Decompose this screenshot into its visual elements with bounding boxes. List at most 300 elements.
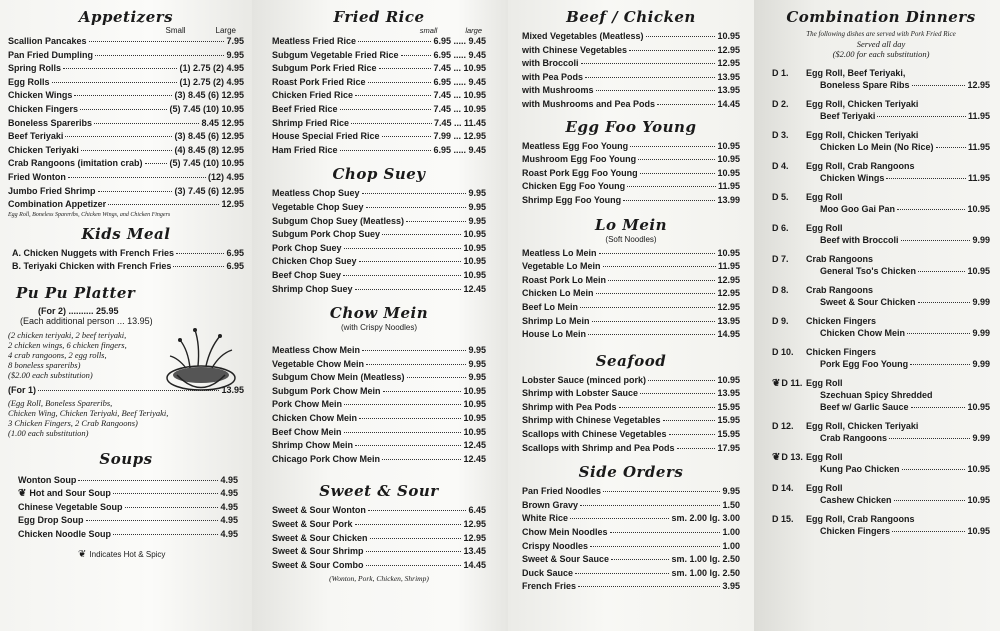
item-name: with Pea Pods	[522, 71, 584, 82]
item-name: Shrimp Chow Mein	[272, 440, 353, 451]
item-name: Beef Chow Mein	[272, 426, 342, 437]
combo-line-1: Egg Roll, Beef Teriyaki,	[806, 68, 906, 78]
item-name: Subgum Vegetable Fried Rice	[272, 49, 399, 60]
dot-leader	[340, 150, 432, 151]
item-price: (5) 7.45 (10) 10.95	[169, 103, 244, 114]
item-price: 12.95	[717, 274, 740, 285]
combo-code-text: D 12.	[772, 421, 794, 431]
item-name: Scallops with Shrimp and Pea Pods	[522, 442, 675, 453]
side-orders-list	[522, 485, 740, 594]
item-price: 15.95	[717, 429, 740, 440]
combo-dish: Chicken Lo Mein (No Rice)	[820, 142, 934, 152]
combo-line-1: Egg Roll	[806, 483, 843, 493]
dot-leader	[911, 407, 966, 408]
combo-code-text: D 9.	[772, 316, 789, 326]
dot-leader	[892, 531, 965, 532]
combo-code	[772, 377, 806, 413]
chop-suey-row	[272, 215, 486, 229]
dot-leader	[89, 41, 225, 42]
item-price: 4.95	[220, 501, 238, 512]
dot-leader	[570, 518, 669, 519]
item-price: 10.95	[463, 256, 486, 267]
combo-price: 9.99	[972, 328, 990, 338]
seafood-row	[522, 374, 740, 388]
dot-leader	[603, 491, 720, 492]
combo-last-line	[806, 432, 990, 444]
dot-leader	[113, 493, 219, 494]
item-price: 6.95 ..... 9.45	[433, 36, 486, 46]
desc-line: 4 crab rangoons, 2 egg rolls,	[8, 349, 107, 360]
desc-line: (Egg Roll, Boneless Spareribs,	[8, 397, 113, 408]
kids-meal-row	[12, 247, 244, 261]
item-name: French Fries	[522, 581, 577, 592]
beef-chicken-row	[522, 44, 740, 58]
lo-mein-row	[522, 328, 740, 342]
dot-leader	[108, 204, 219, 205]
lo-mein-row	[522, 315, 740, 329]
combo-code-text: D 8.	[772, 285, 789, 295]
item-name: Shrimp Fried Rice	[272, 117, 350, 128]
item-name: Sweet & Sour Wonton	[272, 505, 366, 516]
sweet-sour-note: (Wonton, Pork, Chicken, Shrimp)	[329, 574, 429, 584]
chop-suey-list	[272, 187, 486, 296]
appetizer-row	[8, 157, 244, 171]
soup-row	[18, 528, 238, 542]
dot-leader	[886, 178, 966, 179]
dot-leader	[640, 393, 715, 394]
egg-foo-young-row	[522, 140, 740, 154]
item-name: Shrimp Chop Suey	[272, 283, 353, 294]
side-order-row	[522, 540, 740, 554]
dot-leader	[623, 200, 715, 201]
combo-price: 11.95	[967, 142, 990, 152]
item-price: 10.95	[463, 242, 486, 253]
item-name: Fried Wonton	[8, 171, 66, 182]
pupu-for1-desc	[8, 398, 244, 438]
desc-line: (2 chicken teriyaki, 2 beef teriyaki,	[8, 329, 127, 340]
panel-appetizers	[0, 0, 252, 631]
egg-foo-young-title: Egg Foo Young	[565, 117, 697, 136]
dot-leader	[902, 469, 966, 470]
item-price: 10.95	[717, 140, 740, 151]
item-price: 10.95	[463, 385, 486, 396]
item-price: 10.95	[463, 269, 486, 280]
item-name: House Lo Mein	[522, 329, 587, 340]
beef-chicken-row	[522, 84, 740, 98]
dot-leader	[608, 280, 715, 281]
item-name: Sweet & Sour Chicken	[272, 532, 368, 543]
combo-last-line	[806, 358, 990, 370]
dot-leader	[383, 391, 462, 392]
item-name: Pan Fried Noodles	[522, 486, 602, 497]
dot-leader	[81, 150, 173, 151]
combo-dish: Chicken Fingers	[820, 526, 891, 536]
egg-foo-young-row	[522, 167, 740, 181]
item-name: Mushroom Egg Foo Young	[522, 154, 637, 165]
item-name: Crab Rangoons (imitation crab)	[8, 158, 143, 169]
hot-spicy-icon: ❦	[772, 378, 781, 389]
side-order-row	[522, 553, 740, 567]
pupu-for2: (For 2) .......... 25.95	[38, 305, 119, 316]
dot-leader	[340, 109, 432, 110]
combo-body	[806, 451, 990, 475]
item-name: Meatless Egg Foo Young	[522, 140, 629, 151]
chow-mein-row	[272, 412, 486, 426]
lo-mein-row	[522, 260, 740, 274]
combo-dish: Chicken Chow Mein	[820, 328, 906, 338]
combo-dish: Beef w/ Garlic Sauce	[820, 402, 909, 412]
chop-suey-row	[272, 187, 486, 201]
dot-leader	[894, 500, 966, 501]
item-price: 14.45	[717, 98, 740, 109]
combo-code	[772, 284, 806, 308]
soups-title: Soups	[99, 449, 153, 468]
sweet-sour-row	[272, 504, 486, 518]
item-price: 9.95	[468, 345, 486, 356]
combo-code-text: D 10.	[772, 347, 794, 357]
desc-line: ($2.00 each substitution)	[8, 369, 93, 380]
sweet-sour-row	[272, 532, 486, 546]
combo-code-text: D 11.	[781, 378, 803, 388]
appetizer-row	[8, 89, 244, 103]
dot-leader	[355, 95, 431, 96]
combo-body	[806, 67, 990, 91]
hot-legend	[8, 549, 244, 560]
chow-mein-row	[272, 385, 486, 399]
combo-code-text: D 13.	[781, 452, 803, 462]
combination-row	[772, 420, 990, 444]
egg-foo-young-list	[522, 140, 740, 208]
item-name: Chicken Lo Mein	[522, 288, 594, 299]
dot-leader	[368, 510, 467, 511]
item-price: 4.95	[220, 474, 238, 485]
dot-leader	[648, 380, 715, 381]
combo-dish: Beef Teriyaki	[820, 111, 876, 121]
dot-leader	[657, 104, 715, 105]
combo-body	[806, 129, 990, 153]
item-name: Pan Fried Dumpling	[8, 49, 94, 60]
dot-leader	[578, 586, 720, 587]
combination-row	[772, 451, 990, 475]
desc-line: Chicken Wing, Chicken Teriyaki, Beef Teriyaki,	[8, 407, 169, 418]
dot-leader	[65, 136, 172, 137]
dot-leader	[580, 505, 720, 506]
item-price: 10.95	[463, 413, 486, 424]
combination-note-2: Served all day	[856, 39, 906, 49]
item-name: Scallops with Chinese Vegetables	[522, 429, 667, 440]
dot-leader	[630, 146, 715, 147]
item-price: 6.95	[226, 261, 244, 272]
item-price: 12.95	[717, 288, 740, 299]
dot-leader	[638, 159, 715, 160]
item-price: 13.95	[717, 71, 740, 82]
combo-body	[806, 377, 990, 413]
item-name: Sweet & Sour Combo	[272, 559, 364, 570]
item-name: Sweet & Sour Sauce	[522, 554, 610, 565]
pupu-for1-label: (For 1)	[8, 384, 36, 395]
lo-mein-row	[522, 247, 740, 261]
combo-price: 12.95	[967, 80, 990, 90]
combo-body	[806, 315, 990, 339]
item-name: Vegetable Lo Mein	[522, 261, 601, 272]
item-price: 15.95	[717, 401, 740, 412]
item-price: 10.95	[463, 399, 486, 410]
dot-leader	[366, 207, 467, 208]
dot-leader	[343, 275, 461, 276]
dot-leader	[63, 68, 177, 69]
combo-last-line	[806, 327, 990, 339]
pupu-for1-price: 13.95	[221, 384, 244, 395]
combination-row	[772, 513, 990, 537]
dot-leader	[588, 334, 715, 335]
item-name: Beef Lo Mein	[522, 301, 579, 312]
combo-code	[772, 160, 806, 184]
item-price: 14.45	[463, 559, 486, 570]
appetizer-row	[8, 35, 244, 49]
hot-spicy-icon: ❦	[18, 488, 27, 500]
item-price: 7.45 ... 11.45	[433, 117, 486, 128]
combo-code	[772, 420, 806, 444]
item-name: Vegetable Chop Suey	[272, 201, 364, 212]
appetizer-row	[8, 76, 244, 90]
side-order-row	[522, 580, 740, 594]
item-name: Meatless Chop Suey	[272, 188, 360, 199]
item-name: Chicago Pork Chow Mein	[272, 453, 381, 464]
item-name: Chicken Fingers	[8, 103, 79, 114]
item-price: 12.95	[463, 532, 486, 543]
dot-leader	[78, 480, 218, 481]
dot-leader	[362, 350, 466, 351]
col-small: small	[419, 26, 438, 35]
beef-chicken-row	[522, 71, 740, 85]
dot-leader	[68, 177, 206, 178]
dot-leader	[585, 77, 715, 78]
combination-row	[772, 377, 990, 413]
egg-foo-young-row	[522, 194, 740, 208]
dot-leader	[603, 266, 716, 267]
item-price: (3) 8.45 (6) 12.95	[174, 131, 244, 142]
item-name: Chicken Fried Rice	[272, 90, 354, 101]
item-name: Roast Pork Fried Rice	[272, 76, 366, 87]
fried-rice-row	[272, 62, 486, 76]
dot-leader	[629, 50, 715, 51]
dot-leader	[359, 261, 462, 262]
combo-code-text: D 3.	[772, 130, 789, 140]
dot-leader	[627, 186, 716, 187]
item-price: 10.95	[717, 247, 740, 258]
seafood-title: Seafood	[595, 351, 667, 370]
item-name: with Mushrooms and Pea Pods	[522, 98, 656, 109]
combo-line-1: Egg Roll, Chicken Teriyaki	[806, 99, 919, 109]
item-price: 6.95 ..... 9.45	[433, 49, 486, 60]
item-price: (5) 7.45 (10) 10.95	[169, 158, 244, 169]
chow-mein-subtitle: (with Crispy Noodles)	[340, 323, 418, 333]
combo-code-text: D 6.	[772, 223, 789, 233]
item-name: B. Teriyaki Chicken with French Fries	[12, 261, 172, 272]
combo-price: 11.95	[967, 173, 990, 183]
item-name: Shrimp Egg Foo Young	[522, 194, 622, 205]
item-price: 12.95	[463, 519, 486, 530]
item-price: 13.95	[717, 388, 740, 399]
item-price: 11.95	[717, 181, 740, 192]
item-price: (1) 2.75 (2) 4.95	[179, 76, 244, 87]
combo-price: 9.99	[972, 235, 990, 245]
dot-leader	[663, 420, 716, 421]
beef-chicken-title: Beef / Chicken	[566, 8, 696, 26]
dot-leader	[401, 55, 432, 56]
item-name: Scallion Pancakes	[8, 36, 87, 46]
chow-mein-row	[272, 453, 486, 467]
item-name: Chinese Vegetable Soup	[18, 501, 123, 512]
combo-last-line	[806, 110, 990, 122]
chop-suey-row	[272, 228, 486, 242]
item-name: A. Chicken Nuggets with French Fries	[12, 247, 175, 258]
item-name: Ham Fried Rice	[272, 144, 338, 155]
item-price: 4.95	[220, 515, 238, 526]
hot-spicy-icon: ❦	[772, 452, 781, 463]
item-name: Shrimp Lo Mein	[522, 315, 590, 326]
dot-leader	[918, 302, 971, 303]
item-price: 7.45 ... 10.95	[433, 103, 486, 114]
soup-row	[18, 474, 238, 488]
combo-last-line	[806, 401, 990, 413]
combo-code-text: D 1.	[772, 68, 789, 78]
dot-leader	[912, 85, 966, 86]
item-price: 14.95	[717, 329, 740, 340]
pupu-platter-illustration	[160, 320, 242, 402]
dot-leader	[610, 532, 721, 533]
item-price: sm. 1.00 lg. 2.50	[671, 567, 740, 578]
seafood-row	[522, 401, 740, 415]
combo-body	[806, 98, 990, 122]
fried-rice-col-headers	[272, 26, 482, 35]
item-name: Beef Fried Rice	[272, 103, 338, 114]
item-name: Shrimp with Lobster Sauce	[522, 388, 639, 399]
combo-last-line	[806, 296, 990, 308]
sweet-sour-row	[272, 545, 486, 559]
appetizer-row	[8, 130, 244, 144]
lo-mein-title: Lo Mein	[594, 215, 668, 234]
side-order-row	[522, 499, 740, 513]
combo-dish: Sweet & Sour Chicken	[820, 297, 916, 307]
item-price: 10.95	[717, 31, 740, 41]
chow-mein-row	[272, 426, 486, 440]
dot-leader	[176, 253, 224, 254]
item-name: Meatless Lo Mein	[522, 247, 597, 258]
beef-chicken-row	[522, 57, 740, 71]
dot-leader	[590, 546, 720, 547]
dot-leader	[575, 573, 669, 574]
combination-row	[772, 67, 990, 91]
item-price: 13.99	[717, 194, 740, 205]
dot-leader	[611, 559, 669, 560]
item-price: 3.95	[722, 581, 740, 592]
chop-suey-row	[272, 201, 486, 215]
fried-rice-row	[272, 76, 486, 90]
item-name: Sweet & Sour Pork	[272, 519, 353, 530]
combo-code	[772, 67, 806, 91]
item-name: Egg Rolls	[8, 76, 50, 87]
combo-code	[772, 315, 806, 339]
combo-line-1: Chicken Fingers	[806, 347, 877, 357]
combo-dish: Moo Goo Gai Pan	[820, 204, 896, 214]
combo-price: 11.95	[967, 111, 990, 121]
item-price: 12.45	[463, 440, 486, 451]
dot-leader	[94, 123, 199, 124]
item-price: (12) 4.95	[207, 171, 244, 182]
dot-leader	[382, 459, 461, 460]
combo-line: Szechuan Spicy Shredded	[820, 390, 933, 400]
dot-leader	[95, 55, 224, 56]
combo-price: 10.95	[967, 402, 990, 412]
combo-line-1: Crab Rangoons	[806, 254, 874, 264]
combination-row	[772, 346, 990, 370]
combination-row	[772, 284, 990, 308]
lo-mein-list	[522, 247, 740, 342]
chow-mein-list	[272, 344, 486, 466]
side-order-row	[522, 526, 740, 540]
combo-body	[806, 160, 990, 184]
item-name: Shrimp with Chinese Vegetables	[522, 415, 661, 426]
combination-note-3: ($2.00 for each substitution)	[832, 49, 930, 59]
combo-body	[806, 482, 990, 506]
item-price: sm. 1.00 lg. 2.50	[671, 554, 740, 565]
item-name: Subgum Chow Mein (Meatless)	[272, 372, 405, 383]
dot-leader	[366, 565, 462, 566]
dot-leader	[355, 445, 461, 446]
chow-mein-row	[272, 358, 486, 372]
dot-leader	[344, 404, 461, 405]
dot-leader	[407, 377, 467, 378]
dot-leader	[936, 147, 966, 148]
dot-leader	[382, 234, 461, 235]
combo-code-text: D 5.	[772, 192, 789, 202]
dot-leader	[80, 109, 167, 110]
appetizer-row	[8, 103, 244, 117]
combo-line-1: Egg Roll, Crab Rangoons	[806, 161, 915, 171]
item-price: 4.95	[220, 488, 238, 499]
dot-leader	[358, 41, 431, 42]
combo-price: 9.99	[972, 359, 990, 369]
seafood-row	[522, 387, 740, 401]
appetizer-row	[8, 144, 244, 158]
item-name: Lobster Sauce (minced pork)	[522, 374, 647, 385]
combo-line-1: Egg Roll	[806, 452, 843, 462]
item-name: Beef Teriyaki	[8, 131, 64, 142]
combination-title: Combination Dinners	[786, 8, 976, 26]
combo-body	[806, 191, 990, 215]
combination-row	[772, 482, 990, 506]
item-name: with Broccoli	[522, 58, 579, 69]
combo-body	[806, 420, 990, 444]
side-orders-title: Side Orders	[578, 463, 684, 482]
dot-leader	[877, 116, 966, 117]
item-price: 6.95 ..... 9.45	[433, 76, 486, 87]
item-name: Chicken Chop Suey	[272, 256, 357, 267]
item-name: Subgum Pork Chow Mein	[272, 385, 381, 396]
item-price: 10.95	[717, 374, 740, 385]
item-name: Pork Chop Suey	[272, 242, 342, 253]
item-name: Chicken Egg Foo Young	[522, 181, 626, 192]
combo-last-line	[806, 265, 990, 277]
combo-body	[806, 253, 990, 277]
combo-line-1: Crab Rangoons	[806, 285, 874, 295]
item-price: 9.95	[468, 358, 486, 369]
dot-leader	[901, 240, 971, 241]
combo-code-text: D 7.	[772, 254, 789, 264]
combo-line-1: Egg Roll	[806, 223, 843, 233]
combo-dish: Crab Rangoons	[820, 433, 888, 443]
